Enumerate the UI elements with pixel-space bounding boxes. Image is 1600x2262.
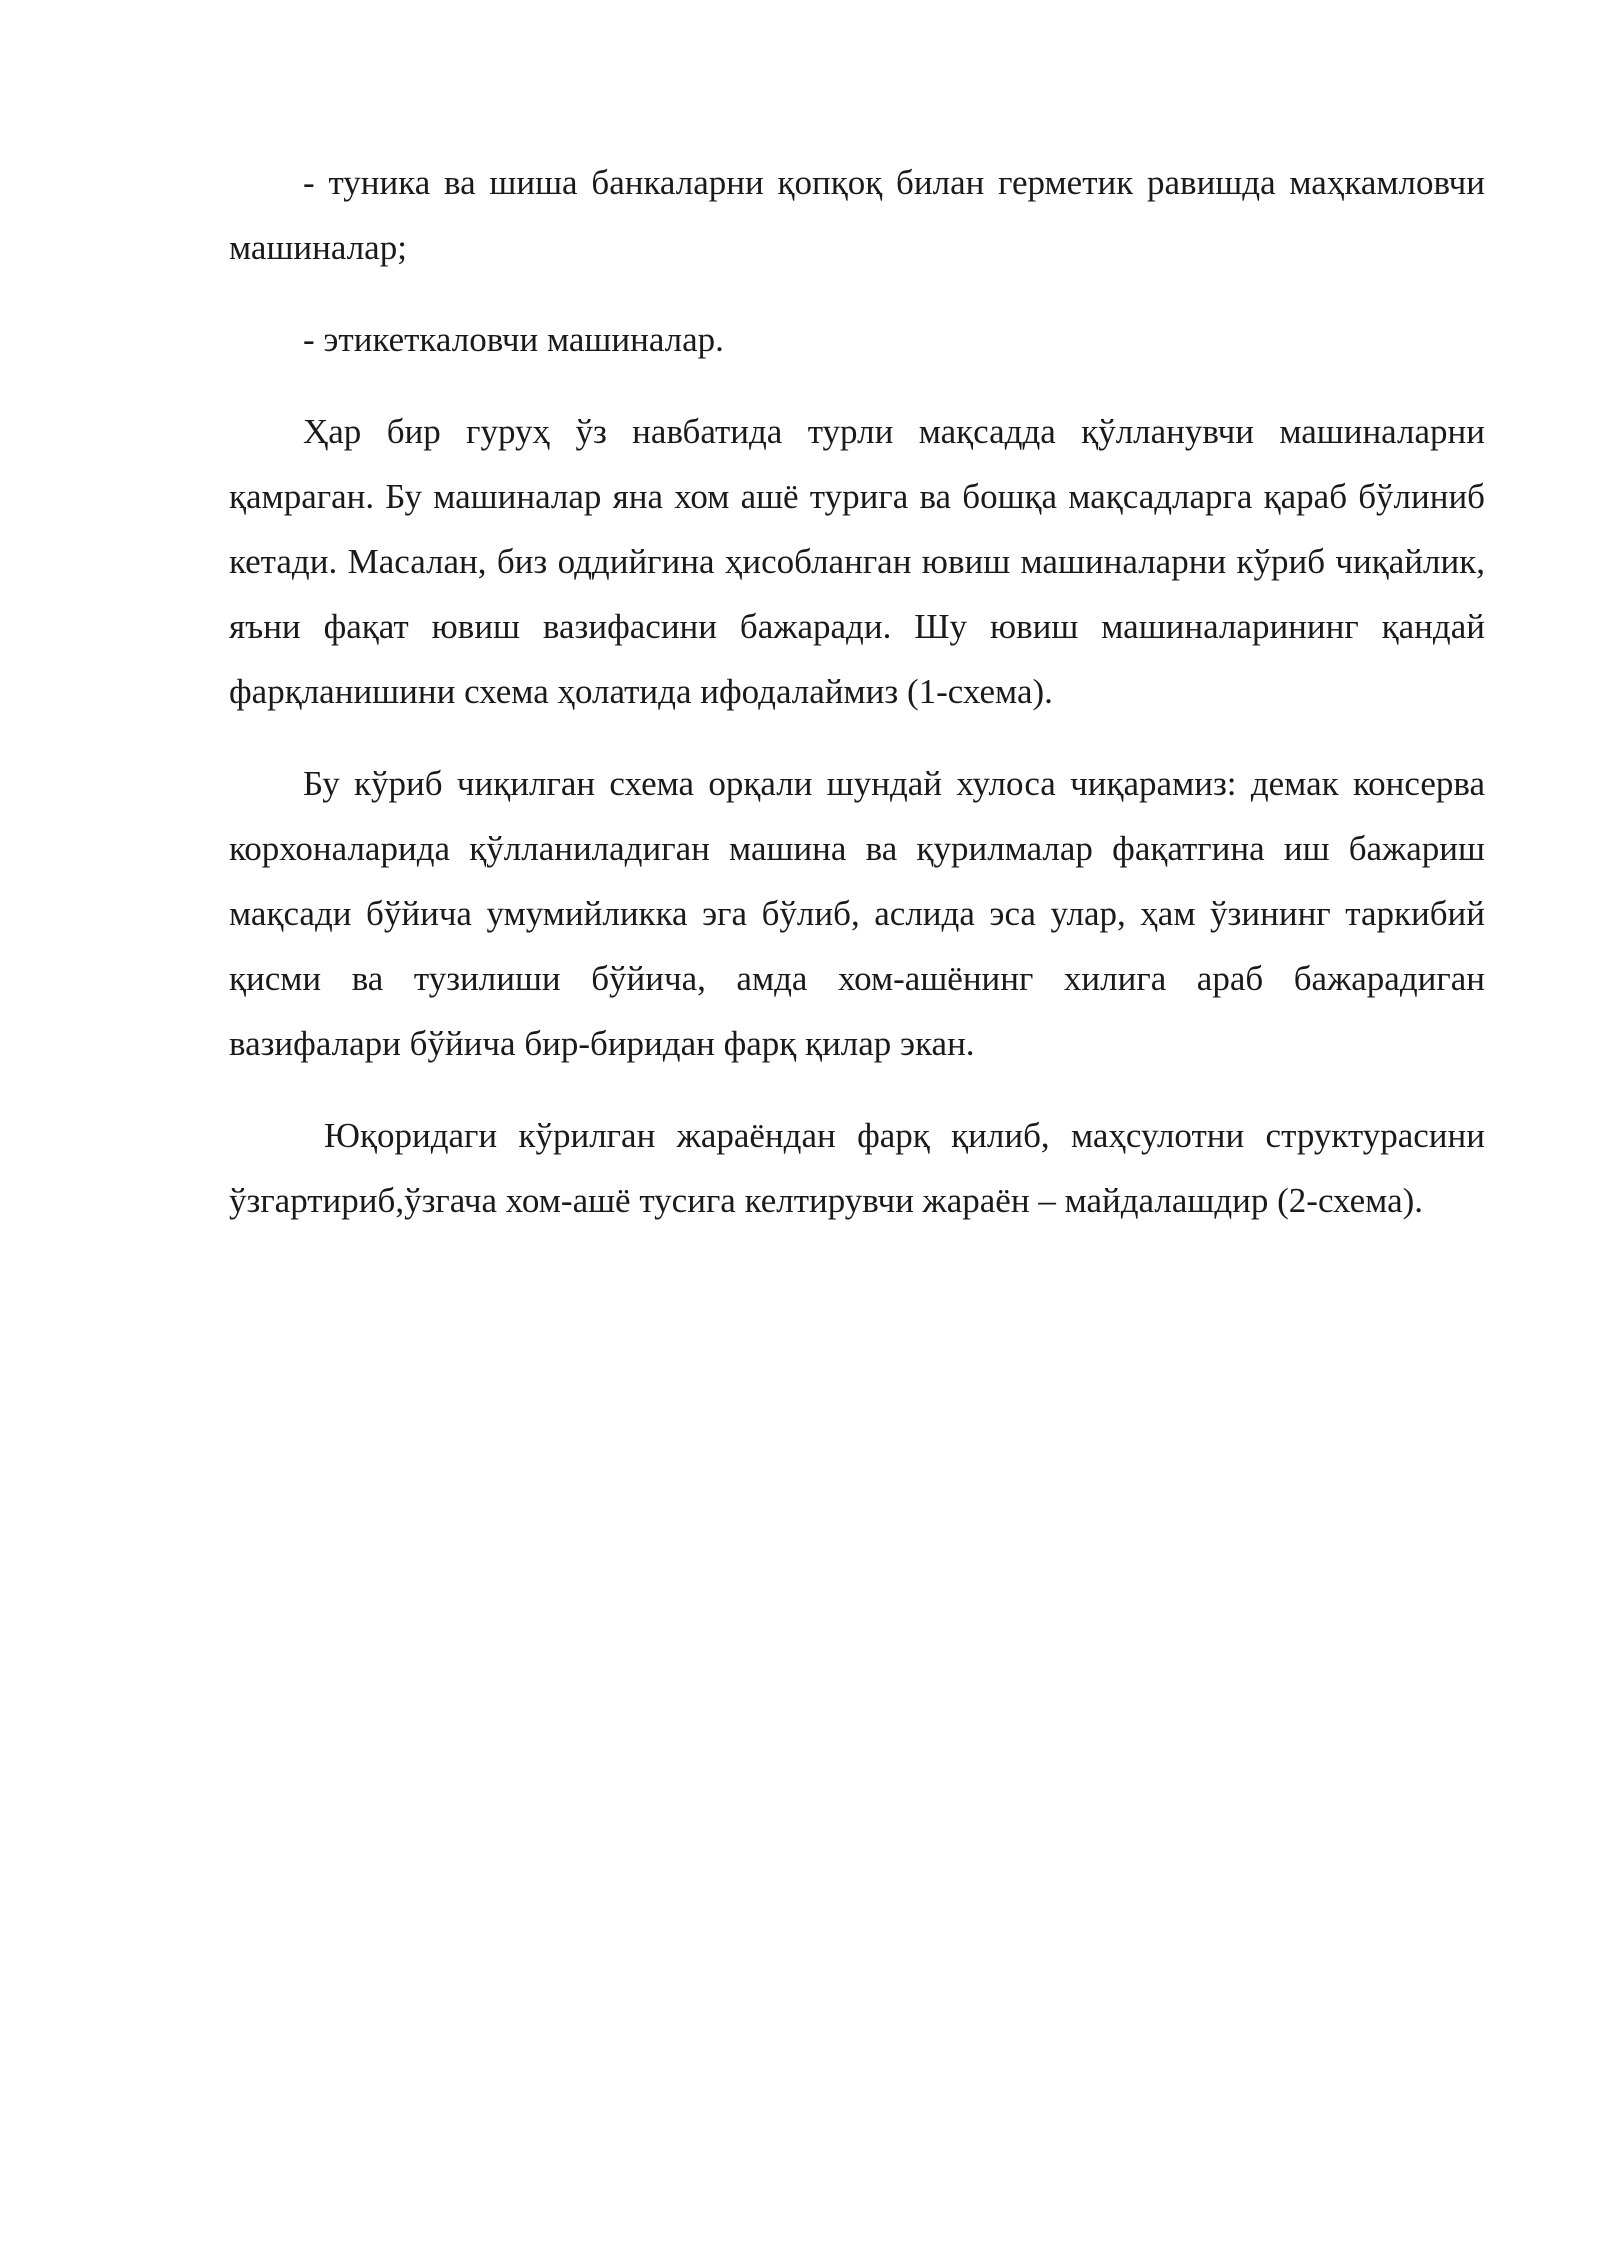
paragraph-conclusion: Бу кўриб чиқилган схема орқали шундай хулоса чиқарамиз: демак консерва корхоналарида қўлланиладиган машина ва қурилмалар фақатгина иш бажариш мақсади бўйича умумийликка эга бўлиб, аслида эса улар, ҳам ўзининг таркибий қисми ва тузилиши бўйича, амда хом-ашёнинг хилига араб бажарадиган вазифалари бўйича бир-биридан фарқ қилар экан. xyxy=(229,764,1485,1063)
paragraph-grinding-process: Юқоридаги кўрилган жараёндан фарқ қилиб, маҳсулотни структурасини ўзгартириб,ўзгача хом-ашё тусига келтирувчи жараён – майдалашдир (2-схема). xyxy=(229,1116,1485,1220)
document-body xyxy=(229,150,1485,1260)
paragraph-list-item-sealing-machines: - туника ва шиша банкаларни қопқоқ билан герметик равишда маҳкамловчи машиналар; xyxy=(229,163,1485,267)
paragraph-machine-groups: Ҳар бир гуруҳ ўз навбатида турли мақсадда қўлланувчи машиналарни қамраган. Бу машиналар яна хом ашё турига ва бошқа мақсадларга қараб бўлиниб кетади. Масалан, биз оддийгина ҳисобланган ювиш машиналарни кўриб чиқайлик, яъни фақат ювиш вазифасини бажаради. Шу ювиш машиналарининг қандай фарқланишини схема ҳолатида ифодалаймиз (1-схема). xyxy=(229,412,1485,711)
paragraph-list-item-labeling-machines: - этикеткаловчи машиналар. xyxy=(303,320,724,359)
